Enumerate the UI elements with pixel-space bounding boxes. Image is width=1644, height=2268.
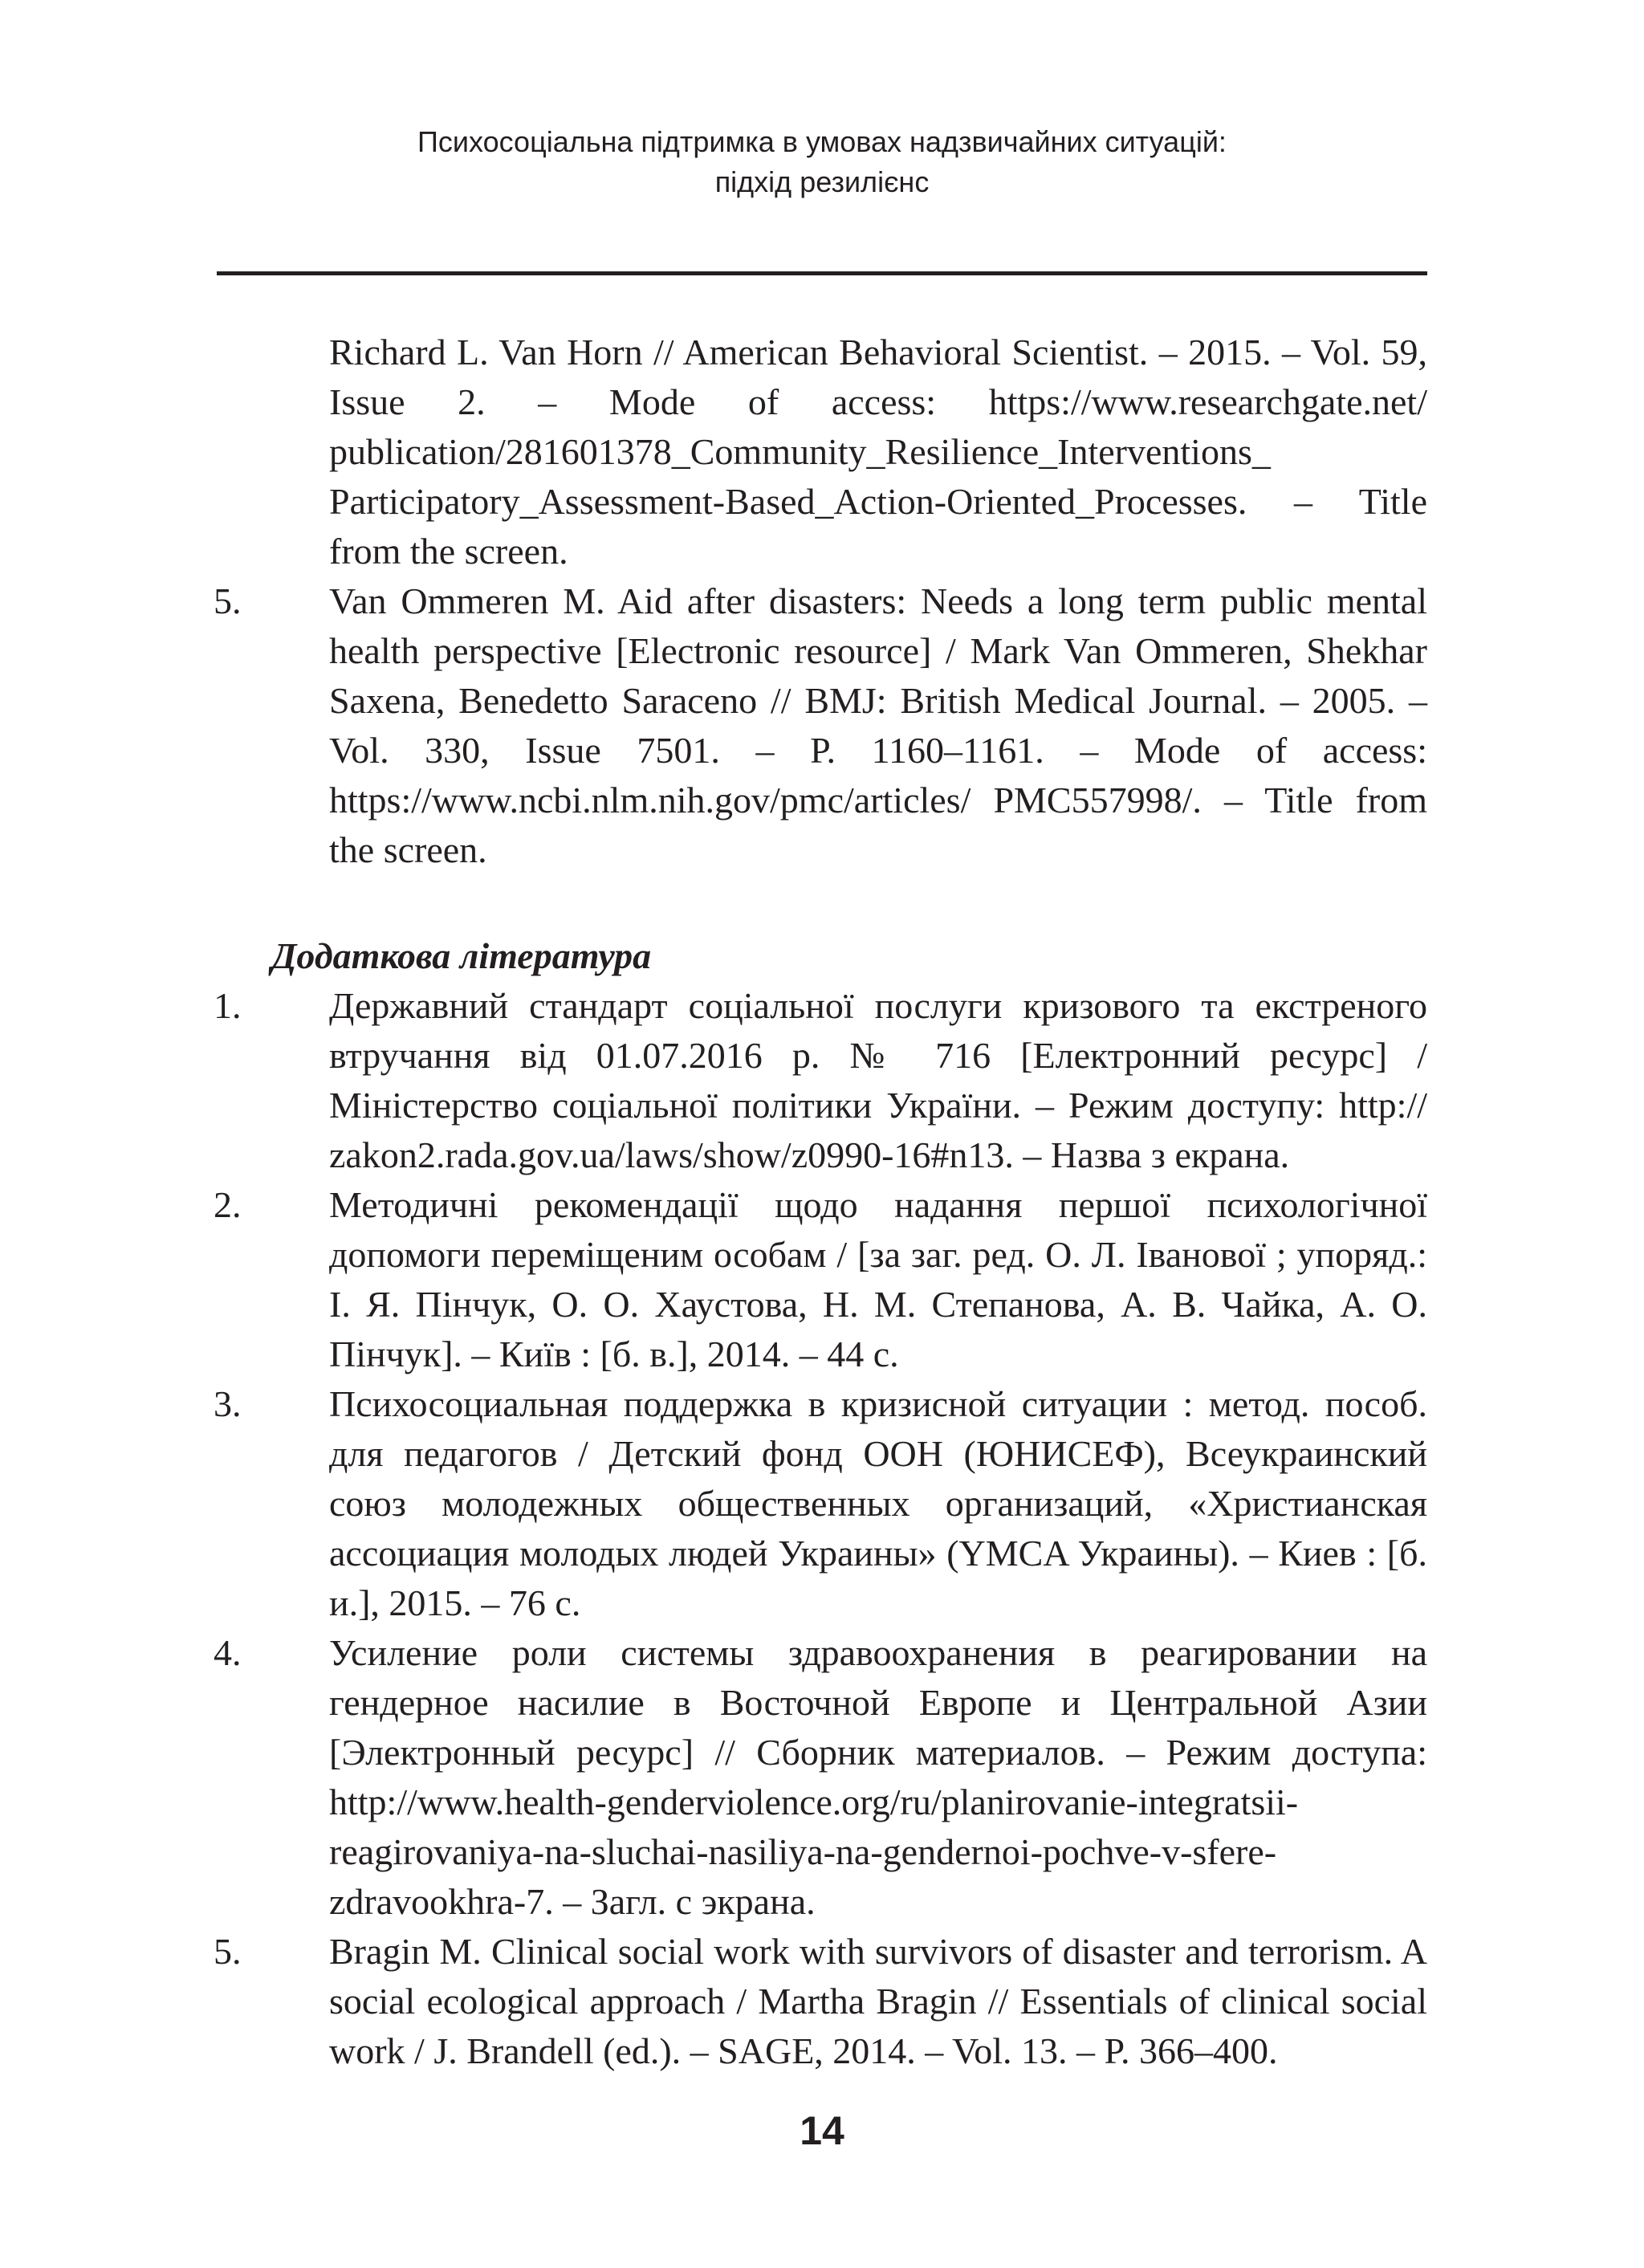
continued-reference: Richard L. Van Horn // American Behavioral Scientist. – 2015. – Vol. 59, Issue 2. – Mode of access: https://www.researchgate.net/ publication/281601378_Community_Resilience_Interventions_ Participatory_Assessment-Based_Action-Oriented_Processes. – Title from the screen. <box>329 332 1427 572</box>
header-line-2: підхід резилієнс <box>714 165 930 198</box>
additional-item-text: Методичні рекомендації щодо надання першої психологічної допомоги переміщеним особам / [за заг. ред. О. Л. Іванової ; упоряд.: І. Я. Пінчук, О. О. Хаустова, Н. М. Степанова, А. В. Чайка, А. О. Пінчук]. – Київ : [б. в.], 2014. – 44 с. <box>329 1184 1427 1374</box>
reference-item <box>214 576 1427 875</box>
section-title: Додаткова література <box>271 935 652 976</box>
reference-number: 5. <box>214 580 242 621</box>
additional-item-text: Державний стандарт соціальної послуги кризового та екстреного втручання від 01.07.2016 р. № 716 [Електронний ресурс] / Міністерство соціальної політики України. – Режим доступу: http:// zakon2.rada.gov.ua/laws/show/z0990-16#n13. – Назва з екрана. <box>329 985 1427 1175</box>
header-line-1: Психосоціальна підтримка в умовах надзвичайних ситуацій: <box>417 125 1227 158</box>
additional-item-text: Bragin M. Clinical social work with survivors of disaster and terrorism. A social ecological approach / Martha Bragin // Essentials of clinical social work / J. Brandell (ed.). – SAGE, 2014. – Vol. 13. – P. 366–400. <box>329 1931 1427 2071</box>
additional-item-number: 2. <box>214 1184 242 1225</box>
additional-item-number: 5. <box>214 1931 242 1972</box>
additional-item-number: 4. <box>214 1632 242 1673</box>
additional-item <box>214 1927 1427 2076</box>
page-body <box>214 328 1427 2076</box>
additional-item <box>214 1628 1427 1927</box>
additional-item <box>214 1180 1427 1379</box>
additional-item-text: Усиление роли системы здравоохранения в реагировании на гендерное насилие в Восточной Европе и Центральной Азии [Электронный ресурс] // Сборник материалов. – Режим доступа: http://www.health-genderviolence.org/ru/planirovanie-integratsii-reagirovaniya-na-sluchai-nasiliya-na-gendernoi-pochve-v-sfere-zdravookhra-7. – Загл. с экрана. <box>329 1632 1427 1922</box>
additional-item <box>214 981 1427 1180</box>
additional-item <box>214 1379 1427 1628</box>
page-number: 14 <box>800 2108 844 2153</box>
reference-text: Van Ommeren M. Aid after disasters: Needs a long term public mental health perspective [Electronic resource] / Mark Van Ommeren, Shekhar Saxena, Benedetto Saraceno // BMJ: British Medical Journal. – 2005. – Vol. 330, Issue 7501. – P. 1160–1161. – Mode of access: https://www.ncbi.nlm.nih.gov/pmc/articles/ PMC557998/. – Title from the screen. <box>329 580 1427 870</box>
additional-item-number: 1. <box>214 985 242 1026</box>
additional-item-text: Психосоциальная поддержка в кризисной ситуации : метод. пособ. для педагогов / Детский фонд ООН (ЮНИСЕФ), Всеукраинский союз молодежных общественных организаций, «Христианская ассоциация молодых людей Украины» (YMCA Украины). – Киев : [б. и.], 2015. – 76 с. <box>329 1383 1427 1623</box>
additional-item-number: 3. <box>214 1383 242 1424</box>
running-header <box>217 122 1427 202</box>
header-rule <box>217 271 1427 275</box>
